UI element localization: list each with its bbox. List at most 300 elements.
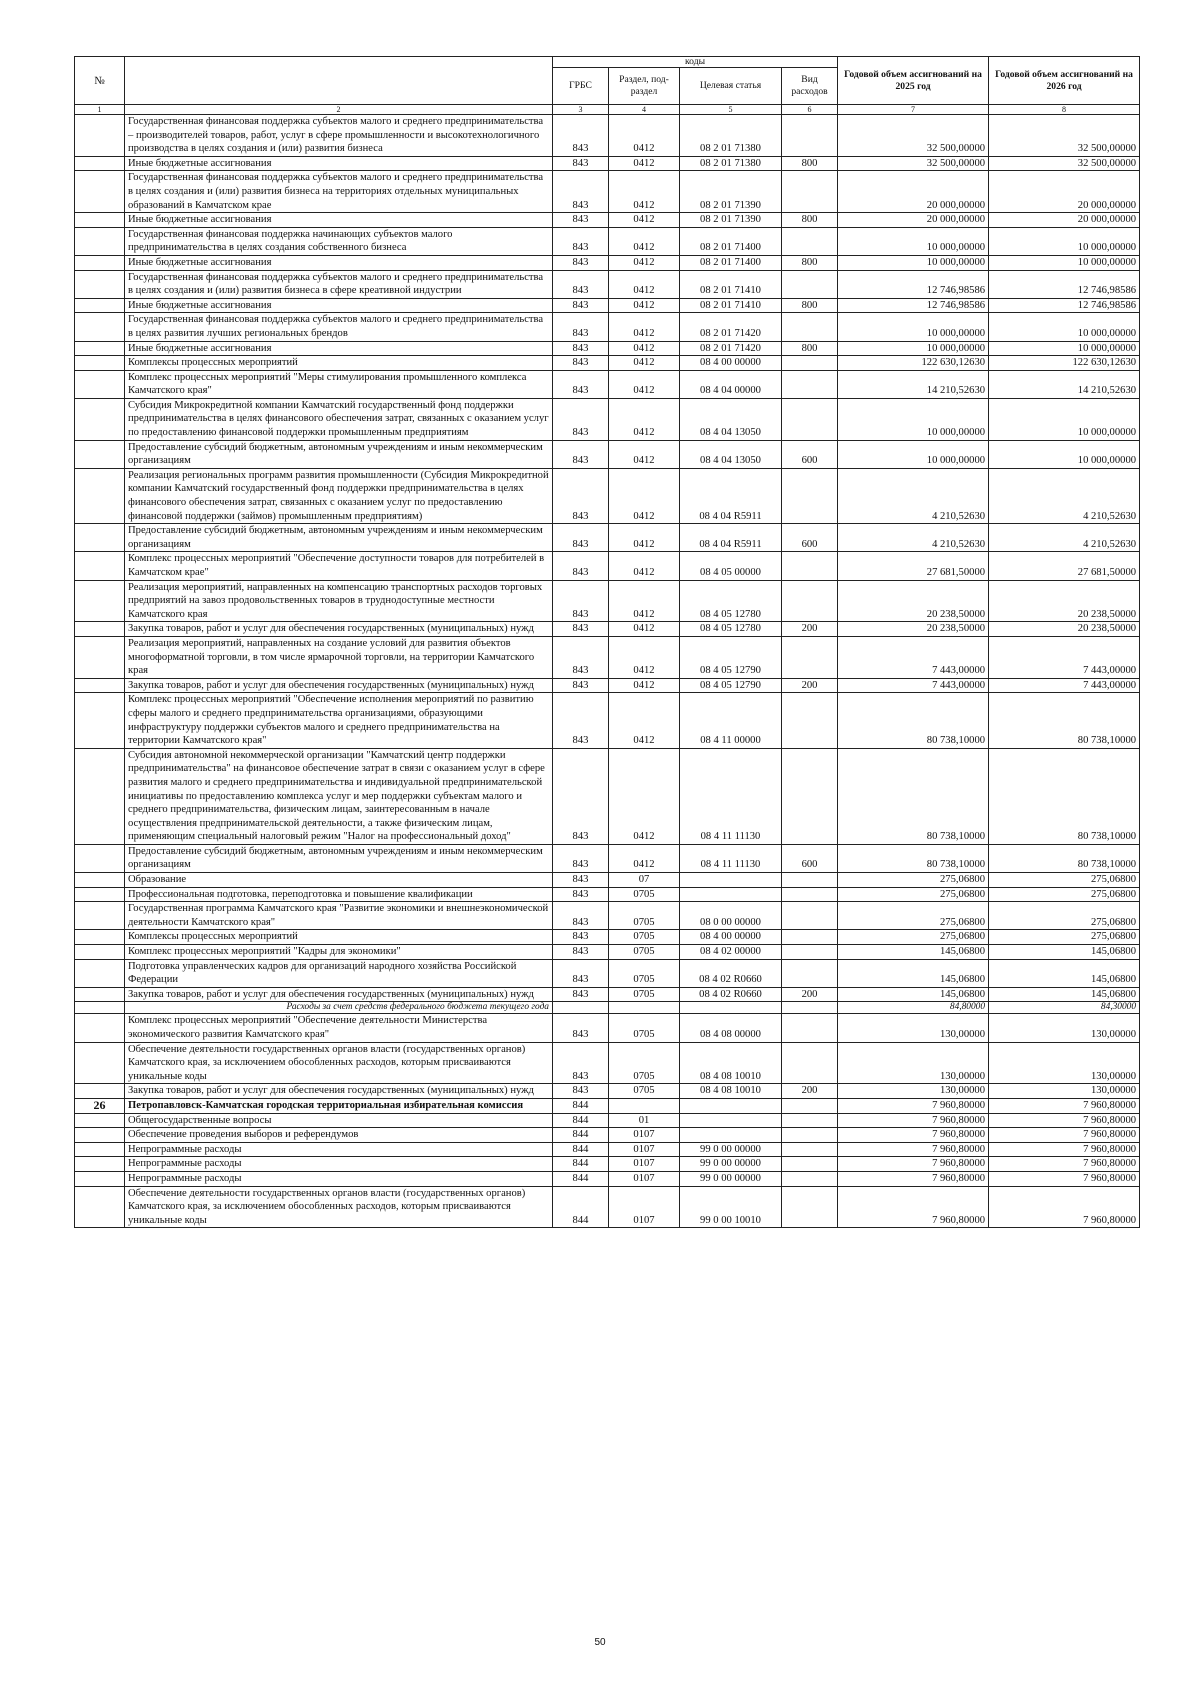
row-expense-type bbox=[782, 370, 838, 398]
table-row bbox=[75, 945, 1140, 960]
row-expense-type bbox=[782, 873, 838, 888]
row-name: Предоставление субсидий бюджетным, автономным учреждениям и иным некоммерческим организациям bbox=[125, 524, 553, 552]
row-number-empty bbox=[75, 844, 125, 872]
row-razdel: 0412 bbox=[609, 115, 680, 157]
row-target-article: 08 4 02 00000 bbox=[680, 945, 782, 960]
row-amount-2025: 12 746,98586 bbox=[838, 298, 989, 313]
row-target-article: 08 2 01 71380 bbox=[680, 156, 782, 171]
row-amount-2026: 12 746,98586 bbox=[989, 298, 1140, 313]
colnum: 7 bbox=[838, 105, 989, 115]
row-number-empty bbox=[75, 341, 125, 356]
row-amount-2025: 80 738,10000 bbox=[838, 748, 989, 844]
header-no: № bbox=[75, 57, 125, 105]
row-grbs: 844 bbox=[553, 1098, 609, 1113]
row-name: Обеспечение проведения выборов и референдумов bbox=[125, 1128, 553, 1143]
row-expense-type bbox=[782, 636, 838, 678]
row-amount-2026: 7 960,80000 bbox=[989, 1186, 1140, 1228]
row-grbs: 843 bbox=[553, 255, 609, 270]
table-row bbox=[75, 298, 1140, 313]
row-amount-2026: 7 960,80000 bbox=[989, 1113, 1140, 1128]
row-number-empty bbox=[75, 1084, 125, 1099]
row-number-empty bbox=[75, 1002, 125, 1014]
row-amount-2025: 12 746,98586 bbox=[838, 270, 989, 298]
row-razdel: 0412 bbox=[609, 341, 680, 356]
row-amount-2026: 20 238,50000 bbox=[989, 580, 1140, 622]
table-row bbox=[75, 171, 1140, 213]
row-razdel: 0412 bbox=[609, 844, 680, 872]
row-razdel: 0705 bbox=[609, 1084, 680, 1099]
row-amount-2026: 275,06800 bbox=[989, 902, 1140, 930]
row-grbs: 843 bbox=[553, 115, 609, 157]
row-grbs: 843 bbox=[553, 580, 609, 622]
row-razdel bbox=[609, 1098, 680, 1113]
row-target-article: 08 2 01 71410 bbox=[680, 298, 782, 313]
row-name: Комплекс процессных мероприятий "Меры стимулирования промышленного комплекса Камчатского края" bbox=[125, 370, 553, 398]
row-amount-2025: 10 000,00000 bbox=[838, 313, 989, 341]
table-row bbox=[75, 1171, 1140, 1186]
row-amount-2026: 20 238,50000 bbox=[989, 622, 1140, 637]
row-name: Подготовка управленческих кадров для организаций народного хозяйства Российской Федерации bbox=[125, 959, 553, 987]
row-amount-2025: 4 210,52630 bbox=[838, 468, 989, 523]
row-target-article: 08 4 11 11130 bbox=[680, 844, 782, 872]
row-number-empty bbox=[75, 255, 125, 270]
row-number-empty bbox=[75, 930, 125, 945]
row-expense-type bbox=[782, 171, 838, 213]
row-name: Государственная программа Камчатского края "Развитие экономики и внешнеэкономической деятельности Камчатского края" bbox=[125, 902, 553, 930]
table-row bbox=[75, 255, 1140, 270]
table-row bbox=[75, 341, 1140, 356]
table-row bbox=[75, 1002, 1140, 1014]
header-target: Целевая статья bbox=[680, 68, 782, 105]
row-razdel: 0412 bbox=[609, 748, 680, 844]
row-target-article: 08 4 05 00000 bbox=[680, 552, 782, 580]
row-target-article: 08 4 08 10010 bbox=[680, 1042, 782, 1084]
row-grbs: 843 bbox=[553, 468, 609, 523]
row-amount-2025: 10 000,00000 bbox=[838, 255, 989, 270]
row-razdel: 0412 bbox=[609, 636, 680, 678]
row-expense-type: 600 bbox=[782, 844, 838, 872]
row-name: Непрограммные расходы bbox=[125, 1142, 553, 1157]
table-row bbox=[75, 1098, 1140, 1113]
row-name: Субсидия автономной некоммерческой организации "Камчатский центр поддержки предпринимательства" на финансовое обеспечение затрат в связи с оказанием услуг в сфере развития малого и среднего предпринимательства и индивидуальной предпринимательской инициативы по предоставлению комплекса услуг и мер поддержки субъектам малого и среднего предпринимательства, физическим лицам, заинтересованным в начале осуществления предпринимательской деятельности, а также физическим лицам, применяющим специальный налоговый режим "Налог на профессиональный доход" bbox=[125, 748, 553, 844]
row-number-empty bbox=[75, 115, 125, 157]
table-row bbox=[75, 873, 1140, 888]
row-amount-2025: 20 000,00000 bbox=[838, 213, 989, 228]
row-grbs: 843 bbox=[553, 341, 609, 356]
table-row bbox=[75, 622, 1140, 637]
colnum: 4 bbox=[609, 105, 680, 115]
table-row bbox=[75, 678, 1140, 693]
row-number-empty bbox=[75, 1014, 125, 1042]
row-name: Профессиональная подготовка, переподготовка и повышение квалификации bbox=[125, 887, 553, 902]
row-expense-type: 800 bbox=[782, 255, 838, 270]
row-target-article: 08 4 04 13050 bbox=[680, 398, 782, 440]
row-expense-type bbox=[782, 1157, 838, 1172]
row-target-article: 99 0 00 00000 bbox=[680, 1142, 782, 1157]
row-name: Петропавловск-Камчатская городская территориальная избирательная комиссия bbox=[125, 1098, 553, 1113]
row-number-empty bbox=[75, 227, 125, 255]
row-amount-2026: 32 500,00000 bbox=[989, 115, 1140, 157]
row-amount-2025: 10 000,00000 bbox=[838, 341, 989, 356]
row-target-article: 08 4 04 R5911 bbox=[680, 524, 782, 552]
row-amount-2026: 7 960,80000 bbox=[989, 1157, 1140, 1172]
colnum: 3 bbox=[553, 105, 609, 115]
row-target-article bbox=[680, 873, 782, 888]
table-row bbox=[75, 552, 1140, 580]
row-grbs: 843 bbox=[553, 959, 609, 987]
row-razdel: 0705 bbox=[609, 887, 680, 902]
row-grbs: 843 bbox=[553, 887, 609, 902]
table-row bbox=[75, 844, 1140, 872]
row-amount-2026: 32 500,00000 bbox=[989, 156, 1140, 171]
row-number-empty bbox=[75, 524, 125, 552]
row-number-empty bbox=[75, 270, 125, 298]
row-name: Предоставление субсидий бюджетным, автономным учреждениям и иным некоммерческим организациям bbox=[125, 844, 553, 872]
row-amount-2026: 4 210,52630 bbox=[989, 468, 1140, 523]
row-amount-2025: 130,00000 bbox=[838, 1084, 989, 1099]
table-row bbox=[75, 227, 1140, 255]
row-number-empty bbox=[75, 636, 125, 678]
row-expense-type: 200 bbox=[782, 987, 838, 1002]
row-expense-type: 800 bbox=[782, 298, 838, 313]
row-target-article: 08 4 08 10010 bbox=[680, 1084, 782, 1099]
row-target-article: 08 2 01 71390 bbox=[680, 171, 782, 213]
row-number-empty bbox=[75, 1113, 125, 1128]
row-number-empty bbox=[75, 945, 125, 960]
table-row bbox=[75, 887, 1140, 902]
column-numbers-row bbox=[75, 105, 1140, 115]
row-number-empty bbox=[75, 1186, 125, 1228]
row-expense-type bbox=[782, 1113, 838, 1128]
row-grbs: 843 bbox=[553, 356, 609, 371]
row-amount-2026: 7 960,80000 bbox=[989, 1142, 1140, 1157]
row-razdel: 0412 bbox=[609, 552, 680, 580]
row-amount-2025: 84,80000 bbox=[838, 1002, 989, 1014]
row-razdel: 0107 bbox=[609, 1186, 680, 1228]
row-razdel: 0412 bbox=[609, 622, 680, 637]
row-amount-2026: 7 960,80000 bbox=[989, 1128, 1140, 1143]
row-number-empty bbox=[75, 398, 125, 440]
row-amount-2026: 7 960,80000 bbox=[989, 1098, 1140, 1113]
row-razdel: 0412 bbox=[609, 693, 680, 748]
row-amount-2025: 145,06800 bbox=[838, 945, 989, 960]
row-expense-type: 800 bbox=[782, 213, 838, 228]
row-name: Иные бюджетные ассигнования bbox=[125, 298, 553, 313]
row-expense-type bbox=[782, 887, 838, 902]
table-row bbox=[75, 1157, 1140, 1172]
row-grbs: 843 bbox=[553, 693, 609, 748]
row-number: 26 bbox=[75, 1098, 125, 1113]
row-number-empty bbox=[75, 693, 125, 748]
row-target-article bbox=[680, 887, 782, 902]
row-grbs: 843 bbox=[553, 370, 609, 398]
row-grbs: 844 bbox=[553, 1186, 609, 1228]
row-razdel: 0412 bbox=[609, 370, 680, 398]
row-number-empty bbox=[75, 440, 125, 468]
row-target-article: 08 2 01 71390 bbox=[680, 213, 782, 228]
row-target-article: 08 2 01 71380 bbox=[680, 115, 782, 157]
row-amount-2026: 10 000,00000 bbox=[989, 341, 1140, 356]
row-number-empty bbox=[75, 959, 125, 987]
table-row bbox=[75, 356, 1140, 371]
row-name: Общегосударственные вопросы bbox=[125, 1113, 553, 1128]
row-expense-type bbox=[782, 748, 838, 844]
row-razdel: 0412 bbox=[609, 468, 680, 523]
row-expense-type bbox=[782, 693, 838, 748]
row-amount-2025: 10 000,00000 bbox=[838, 227, 989, 255]
table-row bbox=[75, 1128, 1140, 1143]
header-2026: Годовой объем ассигнований на 2026 год bbox=[989, 57, 1140, 105]
row-number-empty bbox=[75, 987, 125, 1002]
row-target-article: 08 4 04 00000 bbox=[680, 370, 782, 398]
row-number-empty bbox=[75, 468, 125, 523]
row-expense-type bbox=[782, 313, 838, 341]
colnum: 6 bbox=[782, 105, 838, 115]
row-amount-2025: 7 960,80000 bbox=[838, 1113, 989, 1128]
row-target-article: 08 4 04 R5911 bbox=[680, 468, 782, 523]
table-row bbox=[75, 1042, 1140, 1084]
row-expense-type bbox=[782, 902, 838, 930]
row-expense-type bbox=[782, 1142, 838, 1157]
row-number-empty bbox=[75, 873, 125, 888]
row-razdel: 0705 bbox=[609, 945, 680, 960]
row-name: Обеспечение деятельности государственных органов власти (государственных органов) Камчатского края, за исключением обособленных расходов, которым присваиваются уникальные коды bbox=[125, 1186, 553, 1228]
row-expense-type bbox=[782, 398, 838, 440]
row-target-article: 08 2 01 71410 bbox=[680, 270, 782, 298]
row-razdel: 0705 bbox=[609, 1014, 680, 1042]
row-amount-2026: 10 000,00000 bbox=[989, 227, 1140, 255]
row-expense-type bbox=[782, 1002, 838, 1014]
row-expense-type: 800 bbox=[782, 341, 838, 356]
row-razdel: 0705 bbox=[609, 1042, 680, 1084]
table-row bbox=[75, 524, 1140, 552]
row-grbs: 843 bbox=[553, 873, 609, 888]
table-row bbox=[75, 959, 1140, 987]
row-number-empty bbox=[75, 748, 125, 844]
row-grbs: 843 bbox=[553, 902, 609, 930]
row-target-article: 08 4 11 00000 bbox=[680, 693, 782, 748]
table-row bbox=[75, 1113, 1140, 1128]
table-row bbox=[75, 580, 1140, 622]
row-amount-2025: 145,06800 bbox=[838, 987, 989, 1002]
row-target-article: 08 4 00 00000 bbox=[680, 930, 782, 945]
row-amount-2026: 122 630,12630 bbox=[989, 356, 1140, 371]
row-name: Закупка товаров, работ и услуг для обеспечения государственных (муниципальных) нужд bbox=[125, 678, 553, 693]
row-name: Непрограммные расходы bbox=[125, 1157, 553, 1172]
row-target-article: 08 4 02 R0660 bbox=[680, 987, 782, 1002]
row-name: Закупка товаров, работ и услуг для обеспечения государственных (муниципальных) нужд bbox=[125, 622, 553, 637]
row-number-empty bbox=[75, 313, 125, 341]
row-razdel bbox=[609, 1002, 680, 1014]
table-row bbox=[75, 313, 1140, 341]
row-target-article: 08 4 11 11130 bbox=[680, 748, 782, 844]
row-target-article: 08 4 08 00000 bbox=[680, 1014, 782, 1042]
row-name: Комплекс процессных мероприятий "Обеспечение исполнения мероприятий по развитию сферы малого и среднего предпринимательства организациями, образующими инфраструктуру поддержки субъектов малого и среднего предпринимательства на территории Камчатского края" bbox=[125, 693, 553, 748]
row-number-empty bbox=[75, 370, 125, 398]
table-row bbox=[75, 115, 1140, 157]
row-grbs bbox=[553, 1002, 609, 1014]
row-expense-type bbox=[782, 945, 838, 960]
row-name: Закупка товаров, работ и услуг для обеспечения государственных (муниципальных) нужд bbox=[125, 987, 553, 1002]
row-razdel: 0705 bbox=[609, 930, 680, 945]
row-razdel: 0412 bbox=[609, 356, 680, 371]
row-expense-type: 200 bbox=[782, 622, 838, 637]
table-row bbox=[75, 693, 1140, 748]
row-name: Иные бюджетные ассигнования bbox=[125, 341, 553, 356]
row-grbs: 843 bbox=[553, 636, 609, 678]
table-row bbox=[75, 468, 1140, 523]
row-number-empty bbox=[75, 678, 125, 693]
row-target-article: 08 4 05 12790 bbox=[680, 678, 782, 693]
row-amount-2025: 20 000,00000 bbox=[838, 171, 989, 213]
row-target-article: 08 4 05 12790 bbox=[680, 636, 782, 678]
row-expense-type bbox=[782, 1171, 838, 1186]
row-grbs: 843 bbox=[553, 748, 609, 844]
row-amount-2026: 130,00000 bbox=[989, 1084, 1140, 1099]
row-grbs: 843 bbox=[553, 945, 609, 960]
row-razdel: 0412 bbox=[609, 440, 680, 468]
row-number-empty bbox=[75, 156, 125, 171]
row-amount-2025: 32 500,00000 bbox=[838, 156, 989, 171]
row-amount-2025: 7 443,00000 bbox=[838, 636, 989, 678]
row-razdel: 0412 bbox=[609, 156, 680, 171]
row-razdel: 0107 bbox=[609, 1171, 680, 1186]
table-row bbox=[75, 1014, 1140, 1042]
row-grbs: 843 bbox=[553, 171, 609, 213]
row-amount-2025: 4 210,52630 bbox=[838, 524, 989, 552]
row-target-article: 08 4 04 13050 bbox=[680, 440, 782, 468]
row-grbs: 843 bbox=[553, 313, 609, 341]
row-expense-type bbox=[782, 115, 838, 157]
row-amount-2026: 4 210,52630 bbox=[989, 524, 1140, 552]
row-grbs: 843 bbox=[553, 524, 609, 552]
row-name: Комплекс процессных мероприятий "Обеспечение деятельности Министерства экономического развития Камчатского края" bbox=[125, 1014, 553, 1042]
table-row bbox=[75, 213, 1140, 228]
row-number-empty bbox=[75, 171, 125, 213]
row-amount-2025: 27 681,50000 bbox=[838, 552, 989, 580]
row-number-empty bbox=[75, 298, 125, 313]
row-amount-2025: 20 238,50000 bbox=[838, 580, 989, 622]
row-amount-2025: 80 738,10000 bbox=[838, 693, 989, 748]
row-amount-2025: 275,06800 bbox=[838, 902, 989, 930]
row-amount-2026: 275,06800 bbox=[989, 873, 1140, 888]
row-name: Иные бюджетные ассигнования bbox=[125, 213, 553, 228]
row-expense-type bbox=[782, 580, 838, 622]
table-row bbox=[75, 1142, 1140, 1157]
row-grbs: 843 bbox=[553, 622, 609, 637]
row-grbs: 843 bbox=[553, 156, 609, 171]
row-target-article: 08 2 01 71420 bbox=[680, 341, 782, 356]
row-razdel: 0412 bbox=[609, 678, 680, 693]
row-name: Иные бюджетные ассигнования bbox=[125, 255, 553, 270]
row-number-empty bbox=[75, 356, 125, 371]
row-amount-2025: 7 443,00000 bbox=[838, 678, 989, 693]
row-grbs: 843 bbox=[553, 678, 609, 693]
row-razdel: 0705 bbox=[609, 902, 680, 930]
row-grbs: 843 bbox=[553, 227, 609, 255]
row-amount-2025: 122 630,12630 bbox=[838, 356, 989, 371]
row-target-article: 99 0 00 00000 bbox=[680, 1157, 782, 1172]
row-amount-2025: 275,06800 bbox=[838, 930, 989, 945]
row-razdel: 0412 bbox=[609, 580, 680, 622]
row-amount-2025: 7 960,80000 bbox=[838, 1142, 989, 1157]
row-number-empty bbox=[75, 902, 125, 930]
row-number-empty bbox=[75, 887, 125, 902]
row-amount-2025: 7 960,80000 bbox=[838, 1171, 989, 1186]
row-razdel: 0412 bbox=[609, 298, 680, 313]
row-number-empty bbox=[75, 552, 125, 580]
row-amount-2026: 130,00000 bbox=[989, 1014, 1140, 1042]
row-grbs: 843 bbox=[553, 552, 609, 580]
row-target-article: 99 0 00 00000 bbox=[680, 1171, 782, 1186]
row-expense-type: 800 bbox=[782, 156, 838, 171]
row-amount-2026: 80 738,10000 bbox=[989, 844, 1140, 872]
table-row bbox=[75, 636, 1140, 678]
row-target-article bbox=[680, 1098, 782, 1113]
row-name: Государственная финансовая поддержка субъектов малого и среднего предпринимательства в целях развития лучших региональных брендов bbox=[125, 313, 553, 341]
colnum: 2 bbox=[125, 105, 553, 115]
header-razdel: Раздел, под-раздел bbox=[609, 68, 680, 105]
colnum: 1 bbox=[75, 105, 125, 115]
row-expense-type bbox=[782, 1014, 838, 1042]
row-target-article bbox=[680, 1002, 782, 1014]
row-grbs: 844 bbox=[553, 1171, 609, 1186]
page-number: 50 bbox=[594, 1637, 606, 1648]
row-name: Расходы за счет средств федерального бюджета текущего года bbox=[125, 1002, 553, 1014]
table-row bbox=[75, 156, 1140, 171]
row-number-empty bbox=[75, 1171, 125, 1186]
row-target-article bbox=[680, 1128, 782, 1143]
row-target-article: 08 0 00 00000 bbox=[680, 902, 782, 930]
row-expense-type bbox=[782, 356, 838, 371]
row-name: Комплекс процессных мероприятий "Кадры для экономики" bbox=[125, 945, 553, 960]
row-grbs: 843 bbox=[553, 440, 609, 468]
budget-table bbox=[74, 56, 1140, 1228]
row-razdel: 0107 bbox=[609, 1142, 680, 1157]
row-amount-2025: 10 000,00000 bbox=[838, 398, 989, 440]
row-amount-2026: 10 000,00000 bbox=[989, 313, 1140, 341]
row-target-article: 99 0 00 10010 bbox=[680, 1186, 782, 1228]
row-amount-2025: 80 738,10000 bbox=[838, 844, 989, 872]
row-amount-2026: 80 738,10000 bbox=[989, 693, 1140, 748]
row-target-article: 08 4 02 R0660 bbox=[680, 959, 782, 987]
row-razdel: 0412 bbox=[609, 213, 680, 228]
row-grbs: 844 bbox=[553, 1142, 609, 1157]
row-expense-type bbox=[782, 227, 838, 255]
row-razdel: 0412 bbox=[609, 171, 680, 213]
row-number-empty bbox=[75, 1128, 125, 1143]
row-amount-2025: 7 960,80000 bbox=[838, 1186, 989, 1228]
row-name: Реализация мероприятий, направленных на компенсацию транспортных расходов торговых предприятий на завоз продовольственных товаров в труднодоступные местности Камчатского края bbox=[125, 580, 553, 622]
row-amount-2025: 275,06800 bbox=[838, 873, 989, 888]
row-expense-type bbox=[782, 270, 838, 298]
row-amount-2025: 7 960,80000 bbox=[838, 1157, 989, 1172]
row-amount-2026: 10 000,00000 bbox=[989, 440, 1140, 468]
row-amount-2026: 275,06800 bbox=[989, 887, 1140, 902]
row-amount-2026: 145,06800 bbox=[989, 945, 1140, 960]
row-number-empty bbox=[75, 1042, 125, 1084]
row-target-article: 08 2 01 71400 bbox=[680, 255, 782, 270]
row-name: Государственная финансовая поддержка начинающих субъектов малого предпринимательства в целях создания собственного бизнеса bbox=[125, 227, 553, 255]
row-razdel: 07 bbox=[609, 873, 680, 888]
row-amount-2025: 10 000,00000 bbox=[838, 440, 989, 468]
row-grbs: 843 bbox=[553, 930, 609, 945]
row-name: Образование bbox=[125, 873, 553, 888]
row-number-empty bbox=[75, 213, 125, 228]
row-amount-2026: 84,30000 bbox=[989, 1002, 1140, 1014]
row-grbs: 843 bbox=[553, 213, 609, 228]
table-row bbox=[75, 902, 1140, 930]
